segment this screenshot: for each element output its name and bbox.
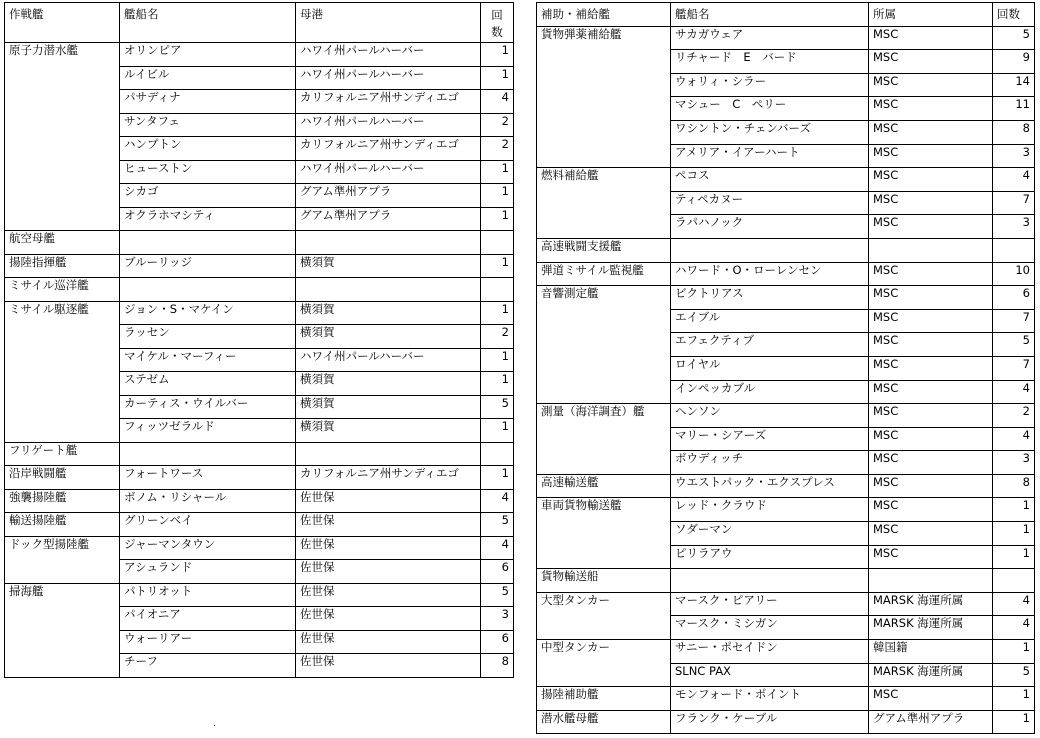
table-row	[537, 474, 1035, 498]
count-cell: 1	[993, 687, 1035, 711]
count-cell: 3	[993, 144, 1035, 168]
category-cell: ドック型揚陸艦	[5, 536, 120, 583]
home-port-cell: 佐世保	[296, 654, 481, 678]
table-row	[5, 513, 514, 537]
ship-name-cell: ペコス	[671, 168, 869, 192]
table-row	[537, 26, 1035, 50]
count-cell: 1	[481, 43, 514, 67]
count-cell: 8	[993, 120, 1035, 144]
category-cell: 潜水艦母艦	[537, 710, 671, 734]
ship-name-cell	[120, 278, 296, 302]
table-row	[537, 262, 1035, 286]
category-cell: 車両貨物輸送艦	[537, 498, 671, 569]
affiliation-cell: MSC	[869, 262, 993, 286]
header-category: 補助・補給艦	[537, 3, 671, 27]
category-cell: 測量（海洋調査）艦	[537, 404, 671, 475]
ship-name-cell: ティペカヌー	[671, 191, 869, 215]
ship-name-cell: ヘンソン	[671, 404, 869, 428]
category-cell: 沿岸戦闘艦	[5, 466, 120, 490]
header-count	[481, 3, 514, 43]
count-cell: 6	[481, 630, 514, 654]
count-cell: 3	[993, 215, 1035, 239]
affiliation-cell: MSC	[869, 333, 993, 357]
ship-name-cell: ロイヤル	[671, 356, 869, 380]
ship-name-cell	[120, 442, 296, 466]
table-row	[5, 466, 514, 490]
home-port-cell: グアム準州アプラ	[296, 207, 481, 231]
count-cell: 1	[481, 301, 514, 325]
affiliation-cell: MSC	[869, 120, 993, 144]
header-ship-name: 艦船名	[120, 3, 296, 43]
home-port-cell: ハワイ州パールハーバー	[296, 348, 481, 372]
home-port-cell: 横須賀	[296, 325, 481, 349]
affiliation-cell: MARSK 海運所属	[869, 663, 993, 687]
ship-name-cell: ラッセン	[120, 325, 296, 349]
count-cell: 11	[993, 97, 1035, 121]
category-cell: フリゲート艦	[5, 442, 120, 466]
count-cell: 1	[481, 207, 514, 231]
count-cell: 14	[993, 73, 1035, 97]
table-row	[537, 687, 1035, 711]
ship-name-cell: カーティス・ウイルバー	[120, 395, 296, 419]
ship-name-cell	[671, 238, 869, 262]
header-ship-name: 艦船名	[671, 3, 869, 27]
home-port-cell: 横須賀	[296, 301, 481, 325]
category-cell: 大型タンカー	[537, 592, 671, 639]
ship-name-cell: チーフ	[120, 654, 296, 678]
ship-name-cell: マリー・シアーズ	[671, 427, 869, 451]
count-cell: 1	[481, 66, 514, 90]
auxiliary-ship-table	[536, 2, 1035, 734]
home-port-cell: 横須賀	[296, 419, 481, 443]
count-cell: 4	[481, 536, 514, 560]
ship-name-cell: ボウディッチ	[671, 451, 869, 475]
ship-name-cell: ルイビル	[120, 66, 296, 90]
count-cell: 5	[481, 395, 514, 419]
count-cell	[481, 442, 514, 466]
ship-name-cell: ヒューストン	[120, 160, 296, 184]
home-port-cell: 佐世保	[296, 489, 481, 513]
affiliation-cell: MSC	[869, 356, 993, 380]
affiliation-cell: MSC	[869, 73, 993, 97]
home-port-cell: 佐世保	[296, 630, 481, 654]
affiliation-cell: MSC	[869, 687, 993, 711]
home-port-cell: 佐世保	[296, 607, 481, 631]
ship-name-cell: マイケル・マーフィー	[120, 348, 296, 372]
count-cell: 1	[481, 372, 514, 396]
table-row	[537, 640, 1035, 664]
affiliation-cell: MSC	[869, 474, 993, 498]
ship-name-cell: ジョン・S・マケイン	[120, 301, 296, 325]
ship-name-cell: サニー・ポセイドン	[671, 640, 869, 664]
ship-name-cell: ピリラアウ	[671, 545, 869, 569]
ship-name-cell: モンフォード・ポイント	[671, 687, 869, 711]
home-port-cell: 佐世保	[296, 536, 481, 560]
home-port-cell: 横須賀	[296, 395, 481, 419]
ship-name-cell: ボノム・リシャール	[120, 489, 296, 513]
ship-name-cell: サカガウェア	[671, 26, 869, 50]
count-cell: 4	[993, 427, 1035, 451]
affiliation-cell: MSC	[869, 97, 993, 121]
count-cell: 1	[481, 419, 514, 443]
header-count-char-2: 数	[491, 25, 503, 39]
count-cell: 4	[993, 592, 1035, 616]
table-row	[537, 238, 1035, 262]
table-row	[5, 489, 514, 513]
category-cell: 弾道ミサイル監視艦	[537, 262, 671, 286]
home-port-cell: 佐世保	[296, 560, 481, 584]
ship-name-cell: フィッツゼラルド	[120, 419, 296, 443]
count-cell: 5	[993, 663, 1035, 687]
table-row	[5, 278, 514, 302]
ship-name-cell: ソダーマン	[671, 522, 869, 546]
affiliation-cell: MSC	[869, 309, 993, 333]
category-cell: 高速戦闘支援艦	[537, 238, 671, 262]
warship-table	[4, 2, 514, 678]
count-cell: 5	[993, 333, 1035, 357]
table-row	[5, 231, 514, 255]
ship-name-cell: シカゴ	[120, 184, 296, 208]
ship-name-cell: フランク・ケーブル	[671, 710, 869, 734]
header-row	[537, 3, 1035, 27]
count-cell: 9	[993, 50, 1035, 74]
count-cell: 4	[993, 168, 1035, 192]
header-category: 作戦艦	[5, 3, 120, 43]
header-count: 回数	[993, 3, 1035, 27]
count-cell: 1	[993, 498, 1035, 522]
ship-name-cell: ワシントン・チェンバーズ	[671, 120, 869, 144]
header-affiliation: 所属	[869, 3, 993, 27]
table-row	[5, 43, 514, 67]
affiliation-cell: MSC	[869, 286, 993, 310]
home-port-cell: 横須賀	[296, 372, 481, 396]
affiliation-cell: MSC	[869, 144, 993, 168]
count-cell: 4	[481, 489, 514, 513]
count-cell: 6	[481, 560, 514, 584]
count-cell: 7	[993, 356, 1035, 380]
affiliation-cell: 韓国籍	[869, 640, 993, 664]
ship-name-cell: マシュー C ペリー	[671, 97, 869, 121]
count-cell: 2	[481, 325, 514, 349]
count-cell: 7	[993, 309, 1035, 333]
home-port-cell: ハワイ州パールハーバー	[296, 43, 481, 67]
table-row	[5, 442, 514, 466]
ship-name-cell: マースク・ピアリー	[671, 592, 869, 616]
count-cell: 1	[481, 254, 514, 278]
count-cell	[993, 238, 1035, 262]
category-cell: 輸送揚陸艦	[5, 513, 120, 537]
count-cell: 1	[993, 545, 1035, 569]
count-cell: 5	[993, 26, 1035, 50]
ship-name-cell: エフェクティブ	[671, 333, 869, 357]
category-cell: ミサイル巡洋艦	[5, 278, 120, 302]
home-port-cell	[296, 278, 481, 302]
ship-name-cell: サンタフェ	[120, 113, 296, 137]
ship-name-cell: アシュランド	[120, 560, 296, 584]
category-cell: 貨物輸送船	[537, 569, 671, 593]
home-port-cell: ハワイ州パールハーバー	[296, 66, 481, 90]
footer-mark: .	[213, 719, 216, 729]
header-count-char-1: 回	[491, 8, 503, 22]
ship-name-cell: フォートワース	[120, 466, 296, 490]
ship-name-cell: リチャード E バード	[671, 50, 869, 74]
affiliation-cell: MSC	[869, 545, 993, 569]
category-cell: 原子力潜水艦	[5, 43, 120, 231]
count-cell	[481, 231, 514, 255]
home-port-cell	[296, 231, 481, 255]
affiliation-cell: MARSK 海運所属	[869, 592, 993, 616]
count-cell: 1	[481, 184, 514, 208]
count-cell: 1	[993, 522, 1035, 546]
category-cell: 強襲揚陸艦	[5, 489, 120, 513]
category-cell: 掃海艦	[5, 583, 120, 677]
affiliation-cell: MSC	[869, 50, 993, 74]
ship-name-cell: インペッカブル	[671, 380, 869, 404]
count-cell: 8	[993, 474, 1035, 498]
ship-name-cell: ビクトリアス	[671, 286, 869, 310]
affiliation-cell: MSC	[869, 168, 993, 192]
ship-name-cell: ブルーリッジ	[120, 254, 296, 278]
ship-name-cell: ステゼム	[120, 372, 296, 396]
table-row	[537, 286, 1035, 310]
affiliation-cell: MSC	[869, 498, 993, 522]
count-cell: 6	[993, 286, 1035, 310]
count-cell: 1	[481, 160, 514, 184]
category-cell: 航空母艦	[5, 231, 120, 255]
home-port-cell: カリフォルニア州サンディエゴ	[296, 90, 481, 114]
ship-name-cell: パサディナ	[120, 90, 296, 114]
table-row	[537, 710, 1035, 734]
count-cell: 10	[993, 262, 1035, 286]
category-cell: 中型タンカー	[537, 640, 671, 687]
ship-name-cell: ウエストパック・エクスプレス	[671, 474, 869, 498]
affiliation-cell: MSC	[869, 522, 993, 546]
header-row	[5, 3, 514, 43]
count-cell: 5	[481, 583, 514, 607]
ship-name-cell: SLNC PAX	[671, 663, 869, 687]
header-home-port: 母港	[296, 3, 481, 43]
category-cell: 揚陸指揮艦	[5, 254, 120, 278]
category-cell: 音響測定艦	[537, 286, 671, 404]
count-cell: 2	[481, 113, 514, 137]
affiliation-cell: MSC	[869, 451, 993, 475]
category-cell: 高速輸送艦	[537, 474, 671, 498]
count-cell: 1	[481, 348, 514, 372]
category-cell: 貨物弾薬補給艦	[537, 26, 671, 168]
category-cell: 燃料補給艦	[537, 168, 671, 239]
ship-name-cell: マースク・ミシガン	[671, 616, 869, 640]
category-cell: 揚陸補助艦	[537, 687, 671, 711]
table-row	[5, 254, 514, 278]
table-row	[537, 168, 1035, 192]
ship-name-cell: ウォーリアー	[120, 630, 296, 654]
count-cell: 4	[993, 616, 1035, 640]
affiliation-cell: MSC	[869, 26, 993, 50]
ship-name-cell: アメリア・イアーハート	[671, 144, 869, 168]
table-row	[537, 404, 1035, 428]
table-row	[537, 592, 1035, 616]
affiliation-cell: MSC	[869, 404, 993, 428]
count-cell: 4	[481, 90, 514, 114]
home-port-cell: カリフォルニア州サンディエゴ	[296, 137, 481, 161]
ship-name-cell: オクラホマシティ	[120, 207, 296, 231]
ship-name-cell: ジャーマンタウン	[120, 536, 296, 560]
home-port-cell: 横須賀	[296, 254, 481, 278]
affiliation-cell	[869, 569, 993, 593]
ship-name-cell: エイブル	[671, 309, 869, 333]
affiliation-cell: MSC	[869, 191, 993, 215]
table-row	[5, 301, 514, 325]
home-port-cell: ハワイ州パールハーバー	[296, 160, 481, 184]
count-cell: 8	[481, 654, 514, 678]
home-port-cell: グアム準州アプラ	[296, 184, 481, 208]
ship-name-cell	[120, 231, 296, 255]
count-cell: 7	[993, 191, 1035, 215]
affiliation-cell	[869, 238, 993, 262]
ship-name-cell: ハンプトン	[120, 137, 296, 161]
count-cell: 3	[993, 451, 1035, 475]
home-port-cell: 佐世保	[296, 583, 481, 607]
ship-name-cell: パトリオット	[120, 583, 296, 607]
ship-name-cell	[671, 569, 869, 593]
table-row	[537, 569, 1035, 593]
home-port-cell: 佐世保	[296, 513, 481, 537]
table-row	[5, 536, 514, 560]
ship-name-cell: グリーンベイ	[120, 513, 296, 537]
ship-name-cell: ハワード・O・ローレンセン	[671, 262, 869, 286]
count-cell: 2	[481, 137, 514, 161]
count-cell: 1	[993, 640, 1035, 664]
affiliation-cell: グアム準州アプラ	[869, 710, 993, 734]
ship-name-cell: レッド・クラウド	[671, 498, 869, 522]
home-port-cell	[296, 442, 481, 466]
table-row	[537, 498, 1035, 522]
affiliation-cell: MSC	[869, 215, 993, 239]
ship-name-cell: パイオニア	[120, 607, 296, 631]
count-cell: 5	[481, 513, 514, 537]
affiliation-cell: MSC	[869, 427, 993, 451]
count-cell: 1	[993, 710, 1035, 734]
count-cell: 4	[993, 380, 1035, 404]
table-row	[5, 583, 514, 607]
count-cell: 3	[481, 607, 514, 631]
ship-name-cell: ラパハノック	[671, 215, 869, 239]
count-cell	[481, 278, 514, 302]
home-port-cell: ハワイ州パールハーバー	[296, 113, 481, 137]
home-port-cell: カリフォルニア州サンディエゴ	[296, 466, 481, 490]
affiliation-cell: MARSK 海運所属	[869, 616, 993, 640]
count-cell	[993, 569, 1035, 593]
ship-name-cell: ウォリィ・シラー	[671, 73, 869, 97]
count-cell: 1	[481, 466, 514, 490]
category-cell: ミサイル駆逐艦	[5, 301, 120, 442]
count-cell: 2	[993, 404, 1035, 428]
ship-name-cell: オリンピア	[120, 43, 296, 67]
affiliation-cell: MSC	[869, 380, 993, 404]
